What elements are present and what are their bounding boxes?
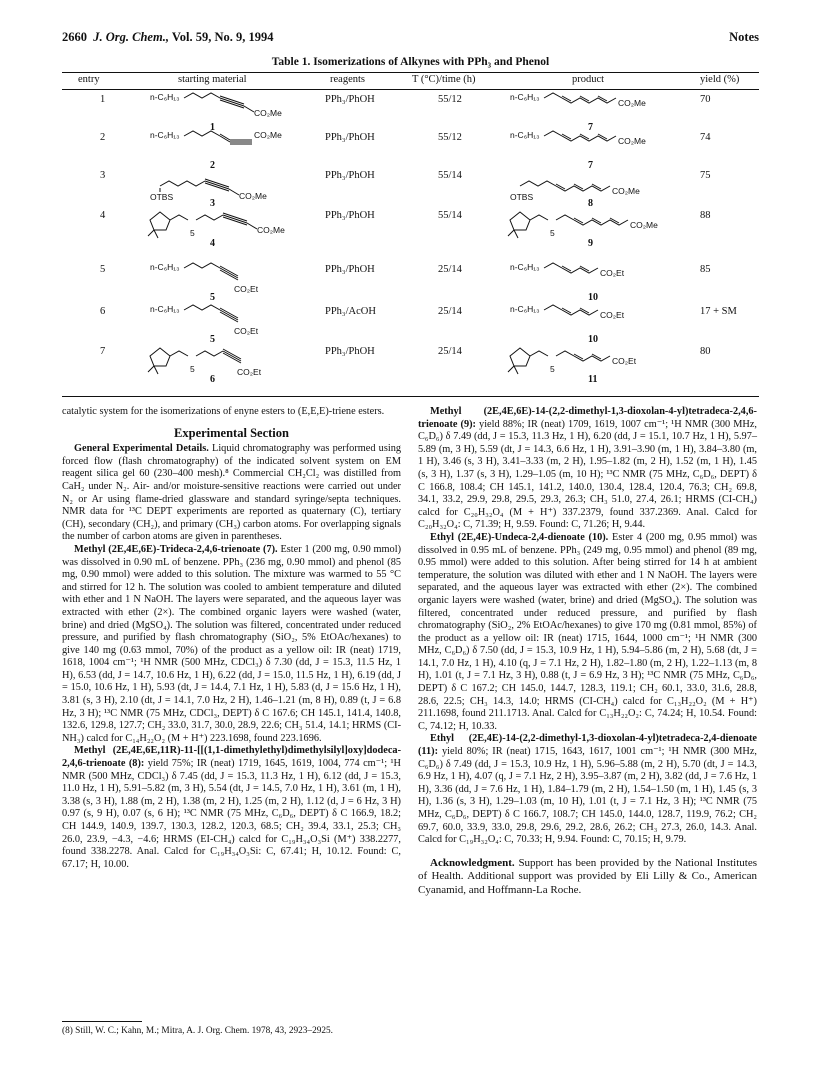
alkyl-chain (530, 215, 548, 220)
product-structure (508, 128, 688, 170)
compound-number: 6 (210, 374, 215, 385)
reagents-cell: PPh₃/PhOH (325, 170, 375, 181)
product-structure (508, 206, 688, 248)
dioxolane-ring (508, 348, 530, 374)
yield-cell: 74 (700, 132, 711, 143)
compound-number: 3 (210, 198, 215, 209)
ester-label: CO₂Me (257, 225, 285, 235)
alkyl-chain (184, 263, 220, 268)
right-column (418, 406, 757, 897)
conditions-cell: 55/12 (438, 94, 462, 105)
alkyl-chain (544, 263, 562, 268)
header-product: product (572, 74, 605, 85)
substituent-label: n-C₆H₁₃ (510, 92, 540, 102)
table-top-rule (62, 72, 759, 73)
compound-7-title: Methyl (2E,4E,6E)-Trideca-2,4,6-trienoate (7). (74, 543, 278, 555)
intro-paragraph: catalytic system for the isomerizations of enyne esters to (E,E,E)-triene esters. (62, 406, 385, 417)
product-structure (508, 302, 688, 344)
compound-number: 1 (210, 122, 215, 133)
alkyl-chain (184, 305, 220, 310)
compound-7-paragraph (62, 544, 401, 746)
yield-cell: 75 (700, 170, 711, 181)
conditions-cell: 25/14 (438, 306, 462, 317)
ester-label: CO₂Me (618, 136, 646, 146)
compound-11-paragraph (418, 733, 757, 846)
repeat-count: 5 (550, 228, 555, 238)
footnote-rule (62, 1021, 142, 1022)
conditions-cell: 25/14 (438, 264, 462, 275)
entry-number: 7 (100, 346, 106, 357)
starting-material-structure (148, 128, 318, 170)
ester-label: CO₂Et (234, 326, 259, 336)
entry-number: 1 (100, 94, 106, 105)
compound-number: 10 (588, 292, 598, 303)
substituent-label: n-C₆H₁₃ (510, 304, 540, 314)
ester-label: CO₂Et (612, 356, 637, 366)
alkyl-chain (544, 305, 562, 310)
compound-8-text: yield 75%; IR (neat) 1719, 1645, 1619, 1004, 774 cm⁻¹; ¹H NMR (500 MHz, CDCl₃) δ 7.45 (dd, J = 15.3, 11.3 Hz, 1 H), 6.12 (dd, J = 15.3, 11.0 Hz, 1 H), 5.91–5.82 (m, 3 H), 5.54 (dt, J = 14.5, 7.0 Hz, 1 H), 3.61 (m, 1 H), 3.38 (s, 3 H), 1.88 (m, 2 H), 1.38 (m, 2 H), 1.25 (m, 2 H), 1.12 (d, J = 6 Hz, 3 H) 0.97 (s, 9 H), 0.07 (s, 6 H); ¹³C NMR (75 MHz, C₆D₆, DEPT) δ C 166.9, 18.2; CH 144.9, 140.9, 139.7, 130.3, 128.2, 120.3, 68.5; CH₂ 39.4, 33.1, 25.3; CH₃ 26.0, 23.9, −4.3, −4.6; HRMS (EI-CH₄) calcd for C₁₉H₃₄O₃Si (M⁺) 338.2277, found 338.2278. Anal. Calcd for C₁₉H₃₄O₃Si: C, 67.41; H, 10.12. Found: C, 67.17; H, 10.00. (62, 758, 401, 870)
alkyne-bond (223, 351, 241, 361)
starting-material-structure (148, 206, 318, 248)
compound-number: 10 (588, 334, 598, 345)
repeat-count: 5 (550, 364, 555, 374)
compound-9-title: Methyl (2E,4E,6E)-14-(2,2-dimethyl-1,3-dioxolan-4-yl)tetradeca-2,4,6-trienoate (9): (418, 406, 757, 430)
alkyne-bond (223, 217, 247, 225)
header-yield: yield (%) (700, 74, 740, 85)
ester-label: CO₂Me (612, 186, 640, 196)
yield-cell: 85 (700, 264, 711, 275)
header-starting-material: starting material (178, 74, 247, 85)
reagents-cell: PPh₃/PhOH (325, 346, 375, 357)
ester-label: CO₂Me (254, 108, 282, 118)
reagents-cell: PPh₃/PhOH (325, 210, 375, 221)
alkyne-bond (220, 268, 238, 278)
substituent-label: n-C₆H₁₃ (150, 304, 180, 314)
dioxolane-ring (148, 348, 170, 374)
entry-number: 6 (100, 306, 106, 317)
running-head-left (62, 30, 274, 45)
alkyne-bond (220, 98, 244, 106)
repeat-count: 5 (190, 364, 195, 374)
alkyne-bond (205, 183, 229, 191)
product-structure (508, 90, 688, 132)
substituent-label: n-C₆H₁₃ (510, 130, 540, 140)
substituent-label: OTBS (510, 192, 534, 202)
alkyne-bond (220, 96, 244, 104)
left-column (62, 406, 401, 871)
conditions-cell: 55/12 (438, 132, 462, 143)
acknowledgment-paragraph (418, 857, 757, 898)
alkyl-chain (184, 93, 220, 98)
compound-9-text: yield 88%; IR (neat) 1709, 1619, 1007 cm⁻¹; ¹H NMR (300 MHz, C₆D₆) δ 7.49 (dd, J = 15.3, 11.3 Hz, 1 H), 6.20 (dd, J = 15.1, 10.7 Hz, 1 H), 5.97–5.89 (m, 3 H), 5.59 (dt, J = 14.3, 6.6 Hz, 1 H), 3.91–3.90 (m, 1 H), 3.84–3.80 (m, 1 H), 3.46 (s, 3 H), 3.41–3.33 (m, 2 H), 1.95–1.82 (m, 2 H), 1.52 (m, 1 H), 1.45 (s, 3 H), 1.37 (s, 3 H), 1.29–1.05 (m, 10 H); ¹³C NMR (75 MHz, C₆D₆, DEPT) δ C 166.8, 108.4; CH 145.1, 141.2, 140.0, 130.4, 128.4, 120.4, 76.3; CH₂ 69.8, 34.1, 33.2, 29.9, 29.8, 29.5, 29.3, 26.3; CH₃ 51.0, 27.4, 26.1; HRMS (CI-CH₄) calcd for C₂₀H₃₂O₄ (M + H⁺) 337.2379, found 337.2369. Anal. Calcd for C₂₀H₃₂O₄: C, 71.39; H, 9.59. Found: C, 71.26; H, 9.44. (418, 418, 757, 531)
repeat-count: 5 (190, 228, 195, 238)
ester-label: CO₂Et (237, 367, 262, 377)
ester-label: CO₂Et (600, 310, 625, 320)
substituent-label: n-C₆H₁₃ (150, 92, 180, 102)
dioxolane-ring (508, 212, 530, 238)
compound-11-text: yield 80%; IR (neat) 1715, 1643, 1617, 1001 cm⁻¹; ¹H NMR (300 MHz, C₆D₆) δ 7.49 (dd, J = 15.3, 10.9 Hz, 1 H), 5.96–5.88 (m, 2 H), 5.70 (dt, J = 14.3, 6.9 Hz, 1 H), 4.07 (q, J = 7.1 Hz, 2 H), 3.95–3.87 (m, 2 H), 3.82 (dd, J = 7.6 Hz, 1 H), 3.36 (dd, J = 7.6 Hz, 1 H), 1.84–1.79 (m, 2 H), 1.54–1.50 (m, 1 H), 1.45 (s, 3 H), 1.36 (s, 3 H), 1.29–1.03 (m, 10 H), 1.01 (t, J = 7.1 Hz, 3 H); ¹³C NMR (75 MHz, C₆D₆, DEPT) δ C 166.7, 108.7; CH 145.0, 144.0, 128.7, 119.9, 76.2; CH₂ 69.7, 60.0, 33.9, 33.0, 29.8, 29.6, 29.2, 28.6, 26.2; CH₃ 27.3, 26.0, 14.3. Anal. Calcd for C₁₉H₃₂O₄: C, 70.33; H, 9.94. Found: C, 70.15; H, 9.79. (418, 746, 757, 846)
compound-number: 2 (210, 160, 215, 171)
header-reagents: reagents (330, 74, 365, 85)
alkyl-chain (556, 351, 574, 356)
volume-info: Vol. 59, No. 9, 1994 (171, 30, 274, 44)
compound-number: 4 (210, 238, 215, 249)
compound-10-paragraph (418, 532, 757, 734)
header-entry: entry (78, 74, 100, 85)
entry-number: 5 (100, 264, 106, 275)
compound-8-title: Methyl (2E,4E,6E,11R)-11-[[(1,1-dimethylethyl)dimethylsilyl]oxy]dodeca-2,4,6-trienoate (8): (62, 745, 401, 770)
compound-number: 7 (588, 122, 593, 133)
compound-number: 5 (210, 292, 215, 303)
compound-10-title: Ethyl (2E,4E)-Undeca-2,4-dienoate (10). (430, 531, 609, 543)
compound-number: 7 (588, 160, 593, 171)
substituent-label: n-C₆H₁₃ (510, 262, 540, 272)
starting-material-structure (148, 166, 318, 208)
alkyne-bond (220, 100, 244, 108)
conditions-cell: 25/14 (438, 346, 462, 357)
alkyl-chain (520, 181, 556, 186)
product-structure (508, 260, 688, 302)
substituent-label: n-C₆H₁₃ (150, 262, 180, 272)
substituent-label: OTBS (150, 192, 174, 202)
reagents-cell: PPh₃/AcOH (325, 306, 376, 317)
alkyl-chain (530, 351, 548, 356)
starting-material-structure (148, 90, 318, 132)
alkyl-chain (544, 131, 562, 136)
yield-cell: 17 + SM (700, 306, 737, 317)
general-details-paragraph (62, 443, 401, 544)
section-name: Notes (729, 30, 759, 44)
entry-number: 4 (100, 210, 106, 221)
compound-number: 8 (588, 198, 593, 209)
reagents-cell: PPh₃/PhOH (325, 264, 375, 275)
general-details-title: General Experimental Details. (74, 443, 209, 455)
compound-number: 11 (588, 374, 598, 385)
compound-8-paragraph (62, 745, 401, 871)
running-head (62, 30, 759, 50)
substituent-label: n-C₆H₁₃ (150, 130, 180, 140)
starting-material-structure (148, 342, 318, 384)
alkyne-bond (205, 179, 229, 187)
starting-material-structure (148, 260, 318, 302)
entry-number: 2 (100, 132, 106, 143)
compound-10-text: Ester 4 (200 mg, 0.95 mmol) was dissolved in 0.95 mL of benzene. PPh₃ (249 mg, 0.95 mmol) and phenol (89 mg, 0.95 mmol) were added to this solution. After being stirred for 14 h at ambient temperature, the solution was diluted with ether and 1 N NaOH. The layers were separated, and the aqueous layer was extracted with ether (2×). The combined organic layers were washed (water, brine) and dried (MgSO₄). The solution was filtered, concentrated under reduced pressure, and purified by flash chromatography (SiO₂, 2% EtOAc/hexanes) to give 170 mg (0.81 mmol, 85%) of the product as a yellow oil: IR (neat) 1715, 1644, 1000 cm⁻¹; ¹H NMR (300 MHz, C₆D₆) δ 7.50 (dd, J = 15.3, 10.9 Hz, 1 H), 5.94–5.86 (m, 2 H), 5.68 (dt, J = 14.1, 7.0 Hz, 1 H), 4.10 (q, J = 7.1 Hz, 2 H), 1.82–1.80 (m, 2 H), 1.22–1.13 (m, 8 H), 1.01 (t, J = 7.1 Hz, 3 H), 0.88 (t, J = 6.9 Hz, 3 H); ¹³C NMR (75 MHz, C₆D₆, DEPT) δ C 167.2; CH 145.0, 144.7, 128.3, 119.1; CH₂ 60.1, 33.0, 31.6, 28.8, 28.6, 22.5; CH₃ 14.3, 14.0; HRMS (CI-CH₄) calcd for C₁₃H₂₂O₂ (M + H⁺) 211.1698, found 211.1713. Anal. Calcd for C₁₃H₂₂O₂: C, 74.24; H, 10.54. Found: C, 74.12; H, 10.33. (418, 531, 757, 732)
compound-11-title: Ethyl (2E,4E)-14-(2,2-dimethyl-1,3-dioxolan-4-yl)tetradeca-2,4-dienoate (11): (418, 733, 757, 758)
acknowledgment-text: Support has been provided by the National Institutes of Health. Additional support was provided by Eli Lilly & Co., American Cyanamid, and Hoffmann-La Roche. (418, 856, 758, 896)
compound-9-paragraph (418, 406, 757, 532)
reagents-cell: PPh₃/PhOH (325, 132, 375, 143)
alkyne-bond (220, 310, 238, 320)
ester-label: CO₂Me (630, 220, 658, 230)
alkyl-chain (160, 181, 205, 186)
product-structure (508, 166, 688, 208)
entry-number: 3 (100, 170, 106, 181)
table-bottom-rule (62, 396, 759, 397)
starting-material-structure (148, 302, 318, 344)
conditions-cell: 55/14 (438, 210, 462, 221)
footnote: (8) Still, W. C.; Kahn, M.; Mitra, A. J. Org. Chem. 1978, 43, 2923–2925. (62, 1026, 333, 1036)
section-heading: Experimental Section (174, 425, 289, 440)
alkyne-bond (223, 213, 247, 221)
reagents-cell: PPh₃/PhOH (325, 94, 375, 105)
alkyl-chain (196, 215, 223, 220)
alkyl-chain (170, 351, 188, 356)
ester-label: CO₂Me (254, 130, 282, 140)
ester-label: CO₂Me (618, 98, 646, 108)
yield-cell: 80 (700, 346, 711, 357)
dioxolane-ring (148, 212, 170, 238)
alkyl-chain (556, 215, 574, 220)
compound-number: 9 (588, 238, 593, 249)
conditions-cell: 55/14 (438, 170, 462, 181)
yield-cell: 88 (700, 210, 711, 221)
alkyne-bond (223, 215, 247, 223)
ester-label: CO₂Et (234, 284, 259, 294)
journal-name: J. Org. Chem., (93, 30, 169, 44)
table-title: Table 1. Isomerizations of Alkynes with PPh₃ and Phenol (271, 56, 550, 68)
ester-label: CO₂Me (239, 191, 267, 201)
alkyne-bond (205, 181, 229, 189)
general-details-text: Liquid chromatography was performed using forced flow (flash chromatography) of the indicated solvent system on EM reagent silica gel 60 (230–400 mesh).⁸ Commercial CH₂Cl₂ was distilled from CaH₂ under N₂. Air- and/or moisture-sensitive reactions were carried out under N₂ or Ar using flame-dried glassware and standard syringe/septa techniques. NMR data for ¹³C DEPT experiments are reported as quaternary (C), tertiary (CH), secondary (CH₂), and primary (CH₃) carbon atoms. For overlapping signals the number of carbon atoms are given in parentheses. (62, 443, 401, 543)
alkyl-chain (196, 351, 223, 356)
yield-cell: 70 (700, 94, 711, 105)
alkyl-chain (544, 93, 562, 98)
product-structure (508, 342, 688, 384)
compound-number: 5 (210, 334, 215, 345)
header-conditions: T (°C)/time (h) (412, 74, 476, 85)
compound-7-text: Ester 1 (200 mg, 0.90 mmol) was dissolved in 0.90 mL of benzene. PPh₃ (236 mg, 0.90 mmol) and phenol (85 mg, 0.90 mmol) were added to this solution. The mixture was warmed to 55 °C and stirred for 12 h. The solution was cooled to ambient temperature and diluted with ether and 1 N NaOH. The layers were separated, and the aqueous layer was extracted with ether (2×). The combined organic layers were washed (water, brine) and dried (MgSO₄). The solution was filtered, concentrated under reduced pressure, and purified by flash chromatography (SiO₂, 5% EtOAc/hexanes) to give 140 mg (0.63 mmol, 70%) of the product as a yellow oil: IR (neat) 1719, 1618, 1004 cm⁻¹; ¹H NMR (500 MHz, CDCl₃) δ 7.30 (dd, J = 15.3, 11.5 Hz, 1 H), 6.53 (dd, J = 14.7, 10.6 Hz, 1 H), 6.22 (dd, J = 15.0, 11.5 Hz, 1 H), 6.19 (dd, J = 15.0, 10.6 Hz, 1 H), 5.93 (dt, J = 14.4, 7.1 Hz, 1 H), 5.83 (d, J = 15.6 Hz, 1 H), 3.81 (s, 3 H), 2.10 (dt, J = 14.1, 7.0 Hz, 2 H), 1.46–1.21 (m, 8 H), 0.89 (t, J = 6.8 Hz, 3 H); ¹³C NMR (75 MHz, CDCl₃, DEPT) δ C 167.6; CH 145.1, 141.4, 140.8, 132.6, 129.8, 127.7; CH₂ 33.0, 31.7, 30.0, 28.9, 22.6; CH₃ 51.4, 14.1; HRMS (CI-NH₃) calcd for C₁₄H₂₂O₂ (M + H⁺) 223.1698, found 223.1696. (62, 543, 401, 744)
page-number: 2660 (62, 30, 87, 44)
ester-label: CO₂Et (600, 268, 625, 278)
alkyl-chain (170, 215, 188, 220)
alkyl-chain (184, 131, 220, 136)
acknowledgment-title: Acknowledgment. (430, 856, 515, 869)
